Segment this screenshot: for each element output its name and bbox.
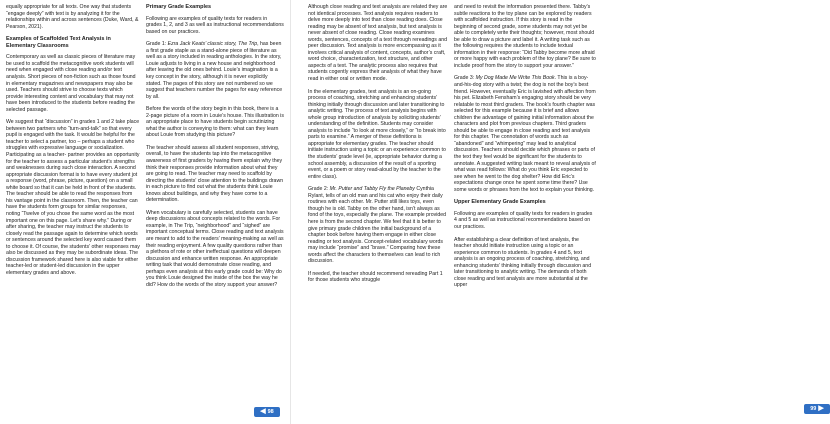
paragraph <box>454 75 596 193</box>
book-reference: My Dog Made Me Write This Book <box>475 75 555 82</box>
paragraph-text: After establishing a clear definition of text analysis, the teacher should initiate instruction using a topic or an experience common to students. In grades 4 and 5, text analysis is an ongoing process of coaching, stretching, and enhancing students’ thinking initially through discussion and later transitioning to analytic writing. The demands of both close reading and text analysis are more substantial at the upper <box>454 236 592 289</box>
book-title: The Trip <box>238 41 258 48</box>
previous-page-button[interactable] <box>254 407 280 417</box>
paragraph-text: and need to revisit the information presented there. Tabby’s subtle reactions to the toy plane can be explored by readers with scaffolded instruction. If this story is read in the beginning of second grade, some students may not yet be able to completely write their thoughts; however, most should be able to draw a picture and label it. A writing task such as the following requires the students to include textual information in their response: “Did Tabby become more afraid or more happy with each problem of the toy plane? Be sure to include proof from the story to support your answer.” <box>454 4 596 69</box>
section-heading: Primary Grade Examples <box>146 4 212 10</box>
paragraph-text: If needed, the teacher should recommend rereading Part 1 for those students who struggle <box>308 270 443 284</box>
paragraph <box>454 237 596 289</box>
paragraph <box>6 119 140 276</box>
paragraph <box>308 4 448 83</box>
paragraph <box>146 210 284 289</box>
paragraph <box>6 54 140 113</box>
paragraph-text: Contemporary as well as classic pieces of literature may be used to scaffold the metacognitive work students will need when engaged with close reading and/or text analysis. Short pieces of non-fiction such as those found in elementary magazines and newspapers may also be used. Teachers should strive to choose texts which provide interesting content and vocabulary that may not have been introduced to the students before reading the selected passage. <box>6 54 136 113</box>
right-column-2 <box>454 4 596 400</box>
arrow-right-icon: ▶ <box>818 405 824 412</box>
arrow-left-icon: ◀ <box>260 408 266 415</box>
paragraph <box>146 41 284 100</box>
section-heading: Upper Elementary Grade Examples <box>454 199 546 206</box>
grade-label: Grade 2: <box>308 186 330 193</box>
paragraph <box>454 4 596 69</box>
paragraph-text: . This is a boy-and-his-dog story with a twist; the dog is not the boy’s best friend. However, eventually Eric is lavished with affection from his pet. Elizabeth Fensham’s engaging story should be very relatable to most third graders. The book’s fourth chapter was selected for this example because it is brief and allows children the advantage of gaining initial information about the characters and plot from previous chapters. Third graders should be able to engage in close reading and text analysis for this chapter. The connotation of words such as “abandoned” and “whimpering” may lead to analytical discussion. Teachers should decide which phrases or parts of the text they feel would be significant for the students to annotate. A suggested writing task meant to reveal analysis of what was read follows: What do you think Eric expected to see when he went to the dog shelter? How did Eric’s expectations change once he spent some time there? Use some words or phrases from the text to explain your thinking. <box>454 75 596 193</box>
paragraph <box>454 211 596 231</box>
grade-label: Grade 3: <box>454 75 476 82</box>
paragraph-text: equally appropriate for all texts. One way that students “engage deeply” with text is by analyzing it for the relationships within and across sentences (Duke, Ward, & Pearson, 2021). <box>6 4 139 30</box>
paragraph-text: When vocabulary is carefully selected, students can have deep discussions about concepts related to the words. For example, in The Trip, “neighborhood” and “sighed” are important conceptual terms. Close reading and text analysis are meant to add to the readers’ meaning-making as well as their reading enjoyment. A few quality questions rather than a plethora of rote or other ineffectual questions will deepen discussion and enhance written response. An appropriate writing task that would demonstrate close reading, and perhaps even analysis at this early grade could be: Why do you think Louie designed the inside of the box the way he did? How do the words of the story support your answer? <box>146 209 284 288</box>
left-column-1 <box>6 4 140 384</box>
right-column-1 <box>308 4 448 414</box>
left-page <box>0 0 291 424</box>
paragraph-text: Cynthia Rylant, tells of an old man and his cat who enjoy their daily routines with each other. Mr. Putter still likes toys, even though he is old. Tabby on the other hand, isn’t always as fond of the toys, especially the plane. The example provided here is from the second chapter. We feel that it is better to give primary grade children the initial background of a chapter book before having them engage in either close reading or text analysis. Concept-related vocabulary words may include “promise” and “brave.” Comparing how these words affect the characters to themselves can lead to rich discussion. <box>308 186 447 265</box>
paragraph <box>146 16 284 36</box>
section-heading: Examples of Scaffolded Text Analysis in Elementary Classrooms <box>6 36 111 49</box>
paragraph-text: Following are examples of quality texts for readers in grades 1, 2, and 3 as well as instructional recommendations based on our practices. <box>146 15 284 35</box>
book-reference: Ezra Jack Keats’ classic story, <box>167 41 239 48</box>
paragraph <box>308 271 448 284</box>
paragraph-text: Following are examples of quality texts for readers in grades 4 and 5 as well as instructional recommendations based on our practices. <box>454 210 593 230</box>
left-column-2 <box>146 4 284 386</box>
page-number-left: 98 <box>267 409 274 415</box>
paragraph-text: Although close reading and text analysis are related they are not identical processes. Text analysis requires readers to delve more deeply into text than close reading does. Close reading may be absent of text analysis, but text analysis is never absent of close reading. Close reading examines words, sentences, concepts of a text through rereadings and peer discussion. Text analysis is more encompassing as it involves critical analysis of content, concepts, author’s craft, word choice, characterization, text structure, and other aspects of a text. The analytic process also requires that students cogently express their analysis of what they have read in either oral or written mode. <box>308 4 448 83</box>
grade-label: Grade 1: <box>146 41 168 48</box>
paragraph-text: In the elementary grades, text analysis is an on-going process of coaching, stretching and enhancing students’ thinking initially through discussion and later transitioning to analytic writing. The process of text analysis begins with whole group introduction of analysis by soliciting students’ understanding of the definition. Students may consider analysis to include “to look at more closely,” or “to break into parts to examine.” A merger of these definitions is appropriate for elementary grades. The teacher should initiate instruction using a topic or an experience common to the students’ grade level (ie, appropriate behavior during a school assembly, a discussion of the result of a sporting event, or a poem or story read-aloud by the teacher to the entire class). <box>308 88 446 180</box>
paragraph-text: We suggest that “discussion” in grades 1 and 2 take place between two partners who “turn-and-talk” so that every pupil is engaged with the task. It would be helpful for the teacher to select a partner, too – perhaps a student who struggles with expressive language or socialization. Participating as a teacher- partner provides an opportunity for the teacher to assess a particular student’s strengths and weaknesses during such close interaction. A second appropriate discussion format is to have every student jot a response (word, phrase, picture, question) on a small white board so that it can be held in front of the students. The teacher should be able to read the responses from his vantage point in the classroom. Then, the teacher can have the students form groups for similar responses, noting “Twelve of you chose the same word as the most important one on this page. Let’s share why.” During or after sharing, the teacher may instruct the students to closely read the passage again to determine which words or sentences around the selected key word caused them to choose it. Of course, the students’ other responses may also be discussed as they may be subordinate ideas. The discussion framework shared here is also viable for either teacher-led or student-led discussion in the upper elementary grades and above. <box>6 119 140 276</box>
right-page <box>304 0 824 424</box>
paragraph <box>6 4 140 30</box>
paragraph <box>308 89 448 181</box>
page-number-right: 99 <box>810 406 817 412</box>
book-reference: Mr. Putter and Tabby Fly the Planeby <box>329 186 417 193</box>
paragraph <box>308 186 448 265</box>
paragraph <box>146 106 284 139</box>
paragraph-text: Before the words of the story begin in this book, there is a 2-page picture of a room in Louie’s house. This illustration is an appropriate place to have students begin scrutinizing what the author is conveying to them: what can they learn about Louie from studying this picture? <box>146 106 284 139</box>
paragraph-text: The teacher should assess all student responses, striving, overall, to have the students tap into the metacognitive awareness of first graders by having them explain why they think their responses provide information about what they are going to read. The teacher may need to scaffold by directing the students’ close attention to the buildings drawn in each picture to find out what the students think Louie knows about buildings, and why they have come to a determination. <box>146 144 284 204</box>
next-page-button[interactable] <box>804 404 830 414</box>
paragraph <box>146 145 284 204</box>
paragraph-text: , has been a first grade staple as a stand-alone piece of literature as well as a story included in reading anthologies. In the story, Louie adjusts to living in a new house and neighborhood after leaving the old ones behind. Louie’s imagination is a key concept in the story, although it is never explicitly stated. The pages of this story are not numbered so we suggest that teachers number the pages for easy reference by all. <box>146 41 283 100</box>
